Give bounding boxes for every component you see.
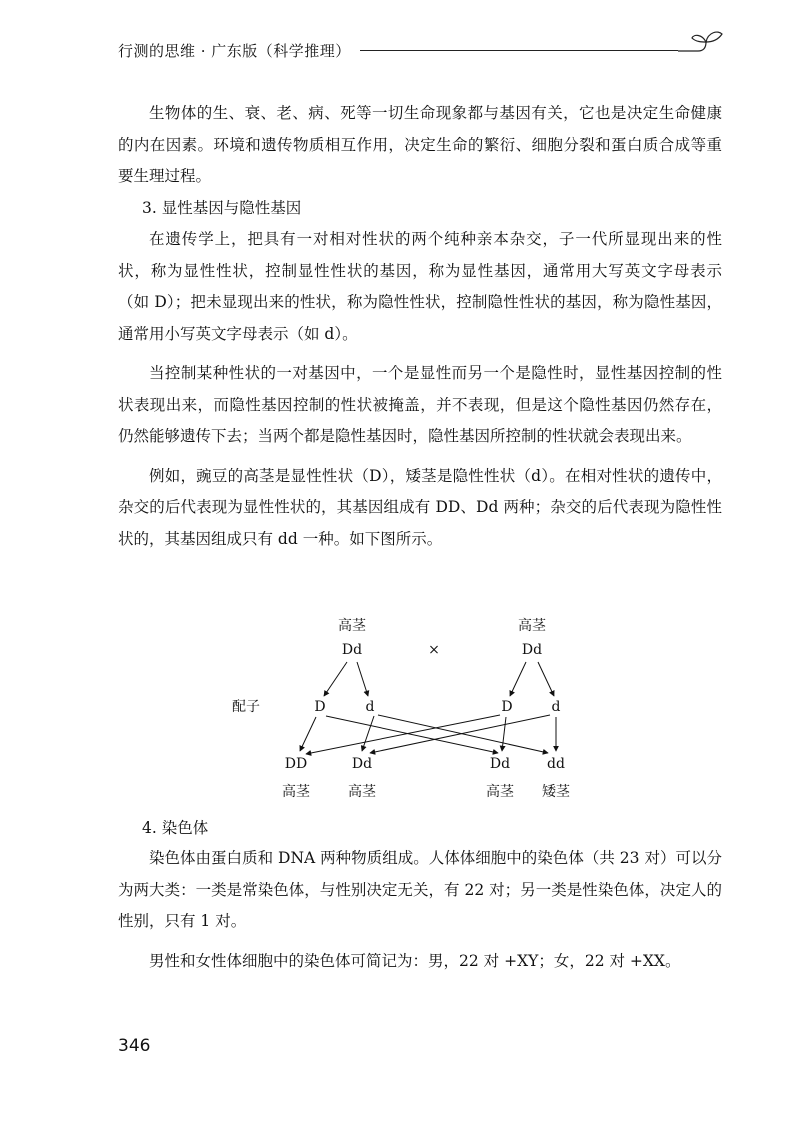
paragraph-sex-chromosome: 男性和女性体细胞中的染色体可简记为：男，22 对 +XY；女，22 对 +XX。 <box>149 951 681 970</box>
body-text <box>118 98 722 555</box>
arrow-D2-to-Dd-right <box>502 717 506 751</box>
page-number: 346 <box>118 1036 151 1056</box>
paragraph-gene-life: 生物体的生、衰、老、病、死等一切生命现象都与基因有关，它也是决定生命健康的内在因素。环境和遗传物质相互作用，决定生命的繁衍、细胞分裂和蛋白质合成等重要生理过程。 <box>118 104 722 185</box>
gamete-1: D <box>314 699 326 715</box>
arrow-parent-left-to-d <box>357 662 368 696</box>
paragraph-chromosome: 染色体由蛋白质和 DNA 两种物质组成。人体体细胞中的染色体（共 23 对）可以分为两大类：一类是常染色体，与性别决定无关，有 22 对；另一类是性染色体，决定人的性别，只有 1 对。 <box>118 849 722 930</box>
arrow-D1-to-Dd-right <box>326 716 498 753</box>
gamete-label: 配子 <box>232 699 260 715</box>
paragraph-dominant-recessive: 在遗传学上，把具有一对相对性状的两个纯种亲本杂交，子一代所显现出来的性状，称为显性性状，控制显性性状的基因，称为显性基因，通常用大写英文字母表示（如 D）；把未显现出来的性状，称为隐性性状，控制隐性性状的基因，称为隐性基因，通常用小写英文字母表示（如 d）。 <box>118 230 722 343</box>
offspring-2-genotype: Dd <box>351 756 373 772</box>
offspring-2-phenotype: 高茎 <box>348 784 376 800</box>
offspring-1-genotype: DD <box>284 756 308 772</box>
body-text-chromosome <box>118 843 722 977</box>
sprout-icon <box>678 24 726 60</box>
gamete-3: D <box>501 699 513 715</box>
gamete-4: d <box>551 699 561 715</box>
running-header: 行测的思维 · 广东版（科学推理） <box>118 42 351 60</box>
arrow-D1-to-DD <box>300 717 316 751</box>
header-rule <box>360 50 678 51</box>
offspring-3-phenotype: 高茎 <box>486 784 514 800</box>
cross-symbol: × <box>428 642 440 658</box>
offspring-1-phenotype: 高茎 <box>282 784 310 800</box>
section-heading-4: 4. 染色体 <box>142 819 209 837</box>
arrow-parent-right-to-D <box>510 662 526 696</box>
offspring-4-phenotype: 矮茎 <box>542 784 570 800</box>
parent-right-phenotype: 高茎 <box>518 618 546 634</box>
parent-left-genotype: Dd <box>341 642 363 658</box>
offspring-3-genotype: Dd <box>489 756 511 772</box>
parent-right-genotype: Dd <box>521 642 543 658</box>
gamete-2: d <box>365 699 375 715</box>
offspring-4-genotype: dd <box>547 756 565 772</box>
paragraph-expression: 当控制某种性状的一对基因中，一个是显性而另一个是隐性时，显性基因控制的性状表现出来，而隐性基因控制的性状被掩盖，并不表现，但是这个隐性基因仍然存在，仍然能够遗传下去；当两个都是隐性基因时，隐性基因所控制的性状就会表现出来。 <box>118 364 722 445</box>
arrow-d1-to-Dd-left <box>362 716 374 751</box>
genetic-cross-diagram <box>210 610 610 810</box>
paragraph-pea-example: 例如，豌豆的高茎是显性性状（D），矮茎是隐性性状（d）。在相对性状的遗传中，杂交的后代表现为显性性状的，其基因组成有 DD、Dd 两种；杂交的后代表现为隐性性状的，其基因组成只有 dd 一种。如下图所示。 <box>118 466 722 548</box>
section-heading-3: 3. 显性基因与隐性基因 <box>142 198 302 217</box>
arrow-parent-right-to-d <box>538 662 554 696</box>
arrow-parent-left-to-D <box>324 662 347 696</box>
parent-left-phenotype: 高茎 <box>338 618 366 634</box>
